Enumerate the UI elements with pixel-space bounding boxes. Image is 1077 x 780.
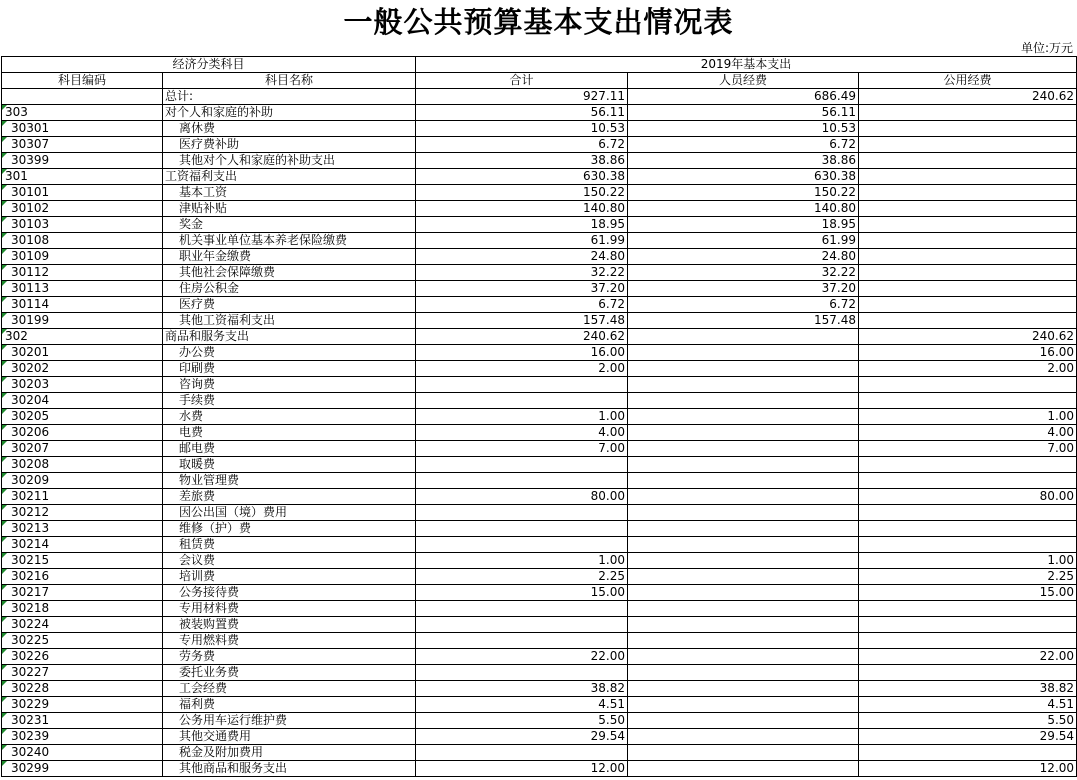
row-public xyxy=(859,169,1077,185)
row-code: 30205 xyxy=(2,409,163,425)
row-personnel xyxy=(628,553,859,569)
table-row xyxy=(2,537,1077,553)
row-total: 18.95 xyxy=(416,217,628,233)
row-personnel xyxy=(628,441,859,457)
row-public xyxy=(859,185,1077,201)
row-personnel xyxy=(628,537,859,553)
row-code: 30214 xyxy=(2,537,163,553)
row-code: 30113 xyxy=(2,281,163,297)
row-code: 30240 xyxy=(2,745,163,761)
table-row xyxy=(2,329,1077,345)
row-code: 30212 xyxy=(2,505,163,521)
row-personnel xyxy=(628,729,859,745)
row-public xyxy=(859,265,1077,281)
row-public xyxy=(859,521,1077,537)
row-public xyxy=(859,297,1077,313)
table-row xyxy=(2,105,1077,121)
table-row xyxy=(2,137,1077,153)
page-title: 一般公共预算基本支出情况表 xyxy=(343,5,734,39)
table-row xyxy=(2,601,1077,617)
row-public: 7.00 xyxy=(859,441,1077,457)
row-name: 手续费 xyxy=(163,393,416,409)
row-public xyxy=(859,201,1077,217)
row-name: 其他对个人和家庭的补助支出 xyxy=(163,153,416,169)
table-row xyxy=(2,505,1077,521)
row-public xyxy=(859,153,1077,169)
row-total: 2.00 xyxy=(416,361,628,377)
row-code: 30109 xyxy=(2,249,163,265)
row-name: 工会经费 xyxy=(163,681,416,697)
row-total xyxy=(416,601,628,617)
row-personnel xyxy=(628,761,859,777)
row-public xyxy=(859,457,1077,473)
row-public: 4.00 xyxy=(859,425,1077,441)
total-sum: 927.11 xyxy=(416,89,628,105)
row-total xyxy=(416,633,628,649)
row-personnel: 6.72 xyxy=(628,297,859,313)
row-public xyxy=(859,505,1077,521)
row-public xyxy=(859,633,1077,649)
row-code: 30224 xyxy=(2,617,163,633)
row-name: 办公费 xyxy=(163,345,416,361)
table-row xyxy=(2,361,1077,377)
table-row xyxy=(2,633,1077,649)
header-public: 公用经费 xyxy=(859,73,1077,89)
table-row xyxy=(2,473,1077,489)
table-row xyxy=(2,233,1077,249)
row-code: 30215 xyxy=(2,553,163,569)
row-code: 30103 xyxy=(2,217,163,233)
row-personnel: 56.11 xyxy=(628,105,859,121)
row-public: 5.50 xyxy=(859,713,1077,729)
row-code: 30206 xyxy=(2,425,163,441)
header-personnel: 人员经费 xyxy=(628,73,859,89)
table-row xyxy=(2,441,1077,457)
header-column-row xyxy=(2,73,1077,89)
row-name: 培训费 xyxy=(163,569,416,585)
row-name: 因公出国（境）费用 xyxy=(163,505,416,521)
row-public: 1.00 xyxy=(859,553,1077,569)
table-row xyxy=(2,377,1077,393)
row-total: 61.99 xyxy=(416,233,628,249)
row-code: 30299 xyxy=(2,761,163,777)
row-personnel xyxy=(628,745,859,761)
row-total: 2.25 xyxy=(416,569,628,585)
row-public: 16.00 xyxy=(859,345,1077,361)
row-total xyxy=(416,617,628,633)
row-code: 30199 xyxy=(2,313,163,329)
row-total: 1.00 xyxy=(416,409,628,425)
row-total xyxy=(416,457,628,473)
row-public xyxy=(859,313,1077,329)
row-personnel: 37.20 xyxy=(628,281,859,297)
table-row xyxy=(2,313,1077,329)
row-total: 80.00 xyxy=(416,489,628,505)
row-total: 4.51 xyxy=(416,697,628,713)
header-econ-category: 经济分类科目 xyxy=(2,57,416,73)
row-code: 301 xyxy=(2,169,163,185)
row-total: 32.22 xyxy=(416,265,628,281)
table-row xyxy=(2,409,1077,425)
row-personnel xyxy=(628,697,859,713)
row-name: 劳务费 xyxy=(163,649,416,665)
row-personnel xyxy=(628,617,859,633)
row-name: 物业管理费 xyxy=(163,473,416,489)
row-total: 140.80 xyxy=(416,201,628,217)
row-personnel: 61.99 xyxy=(628,233,859,249)
budget-table xyxy=(1,56,1077,777)
row-name: 其他商品和服务支出 xyxy=(163,761,416,777)
table-row xyxy=(2,729,1077,745)
row-total: 240.62 xyxy=(416,329,628,345)
row-total xyxy=(416,745,628,761)
row-name: 医疗费补助 xyxy=(163,137,416,153)
row-code: 30203 xyxy=(2,377,163,393)
row-total: 38.82 xyxy=(416,681,628,697)
table-row xyxy=(2,393,1077,409)
table-row xyxy=(2,489,1077,505)
row-code: 30207 xyxy=(2,441,163,457)
row-public xyxy=(859,473,1077,489)
row-code: 30307 xyxy=(2,137,163,153)
header-group-row xyxy=(2,57,1077,73)
row-public: 29.54 xyxy=(859,729,1077,745)
row-code: 302 xyxy=(2,329,163,345)
row-code: 30218 xyxy=(2,601,163,617)
table-row xyxy=(2,697,1077,713)
row-personnel: 24.80 xyxy=(628,249,859,265)
total-code-cell xyxy=(2,89,163,105)
table-row xyxy=(2,617,1077,633)
row-code: 30301 xyxy=(2,121,163,137)
row-name: 其他工资福利支出 xyxy=(163,313,416,329)
header-name: 科目名称 xyxy=(163,73,416,89)
row-code: 30108 xyxy=(2,233,163,249)
row-name: 专用燃料费 xyxy=(163,633,416,649)
row-personnel xyxy=(628,329,859,345)
row-public: 2.00 xyxy=(859,361,1077,377)
row-public: 80.00 xyxy=(859,489,1077,505)
total-row xyxy=(2,89,1077,105)
row-name: 专用材料费 xyxy=(163,601,416,617)
table-row xyxy=(2,761,1077,777)
row-public: 15.00 xyxy=(859,585,1077,601)
row-personnel: 18.95 xyxy=(628,217,859,233)
unit-label: 单位:万元 xyxy=(1020,41,1073,55)
table-row xyxy=(2,457,1077,473)
row-code: 30202 xyxy=(2,361,163,377)
row-public xyxy=(859,745,1077,761)
table-row xyxy=(2,649,1077,665)
row-total: 38.86 xyxy=(416,153,628,169)
row-total: 29.54 xyxy=(416,729,628,745)
row-code: 30112 xyxy=(2,265,163,281)
row-personnel xyxy=(628,393,859,409)
row-name: 委托业务费 xyxy=(163,665,416,681)
total-label: 总计: xyxy=(163,89,416,105)
row-total: 150.22 xyxy=(416,185,628,201)
row-total: 6.72 xyxy=(416,137,628,153)
row-name: 医疗费 xyxy=(163,297,416,313)
table-row xyxy=(2,553,1077,569)
row-total: 22.00 xyxy=(416,649,628,665)
table-row xyxy=(2,153,1077,169)
row-personnel: 630.38 xyxy=(628,169,859,185)
row-total: 24.80 xyxy=(416,249,628,265)
table-row xyxy=(2,681,1077,697)
table-row xyxy=(2,569,1077,585)
row-total xyxy=(416,505,628,521)
row-code: 30101 xyxy=(2,185,163,201)
row-name: 差旅费 xyxy=(163,489,416,505)
row-personnel xyxy=(628,649,859,665)
row-code: 30216 xyxy=(2,569,163,585)
row-code: 30217 xyxy=(2,585,163,601)
row-code: 30102 xyxy=(2,201,163,217)
row-public xyxy=(859,233,1077,249)
row-personnel xyxy=(628,489,859,505)
row-public xyxy=(859,601,1077,617)
row-total: 630.38 xyxy=(416,169,628,185)
row-name: 公务用车运行维护费 xyxy=(163,713,416,729)
row-total xyxy=(416,537,628,553)
row-personnel: 10.53 xyxy=(628,121,859,137)
row-personnel xyxy=(628,409,859,425)
table-row xyxy=(2,249,1077,265)
row-personnel xyxy=(628,633,859,649)
row-name: 机关事业单位基本养老保险缴费 xyxy=(163,233,416,249)
table-row xyxy=(2,121,1077,137)
row-personnel xyxy=(628,569,859,585)
row-code: 30114 xyxy=(2,297,163,313)
header-code: 科目编码 xyxy=(2,73,163,89)
row-name: 福利费 xyxy=(163,697,416,713)
row-total: 4.00 xyxy=(416,425,628,441)
row-code: 30209 xyxy=(2,473,163,489)
row-total xyxy=(416,473,628,489)
row-code: 30231 xyxy=(2,713,163,729)
row-total: 16.00 xyxy=(416,345,628,361)
row-total: 56.11 xyxy=(416,105,628,121)
row-total: 157.48 xyxy=(416,313,628,329)
row-name: 邮电费 xyxy=(163,441,416,457)
row-name: 维修（护）费 xyxy=(163,521,416,537)
row-personnel xyxy=(628,377,859,393)
table-row xyxy=(2,217,1077,233)
row-total: 15.00 xyxy=(416,585,628,601)
table-row xyxy=(2,281,1077,297)
table-row xyxy=(2,201,1077,217)
row-personnel: 32.22 xyxy=(628,265,859,281)
row-total: 7.00 xyxy=(416,441,628,457)
row-name: 职业年金缴费 xyxy=(163,249,416,265)
row-public xyxy=(859,377,1077,393)
row-public xyxy=(859,537,1077,553)
row-name: 商品和服务支出 xyxy=(163,329,416,345)
row-public: 4.51 xyxy=(859,697,1077,713)
row-public xyxy=(859,137,1077,153)
table-row xyxy=(2,585,1077,601)
row-name: 其他社会保障缴费 xyxy=(163,265,416,281)
row-code: 30228 xyxy=(2,681,163,697)
row-total: 10.53 xyxy=(416,121,628,137)
row-total xyxy=(416,377,628,393)
row-name: 奖金 xyxy=(163,217,416,233)
row-name: 咨询费 xyxy=(163,377,416,393)
row-name: 税金及附加费用 xyxy=(163,745,416,761)
row-public: 12.00 xyxy=(859,761,1077,777)
row-personnel xyxy=(628,585,859,601)
row-code: 30201 xyxy=(2,345,163,361)
row-personnel xyxy=(628,457,859,473)
row-code: 30229 xyxy=(2,697,163,713)
row-personnel xyxy=(628,505,859,521)
row-personnel xyxy=(628,713,859,729)
table-row xyxy=(2,185,1077,201)
row-public xyxy=(859,665,1077,681)
row-personnel xyxy=(628,681,859,697)
row-code: 30225 xyxy=(2,633,163,649)
row-name: 津贴补贴 xyxy=(163,201,416,217)
row-code: 303 xyxy=(2,105,163,121)
row-name: 对个人和家庭的补助 xyxy=(163,105,416,121)
row-code: 30211 xyxy=(2,489,163,505)
table-row xyxy=(2,521,1077,537)
table-row xyxy=(2,265,1077,281)
row-total: 12.00 xyxy=(416,761,628,777)
row-name: 水费 xyxy=(163,409,416,425)
row-code: 30239 xyxy=(2,729,163,745)
row-name: 取暖费 xyxy=(163,457,416,473)
row-total: 1.00 xyxy=(416,553,628,569)
row-code: 30399 xyxy=(2,153,163,169)
header-year-expenditure: 2019年基本支出 xyxy=(416,57,1077,73)
row-name: 住房公积金 xyxy=(163,281,416,297)
row-public xyxy=(859,393,1077,409)
row-public xyxy=(859,217,1077,233)
row-personnel xyxy=(628,425,859,441)
row-name: 被装购置费 xyxy=(163,617,416,633)
row-code: 30213 xyxy=(2,521,163,537)
row-public: 22.00 xyxy=(859,649,1077,665)
row-name: 工资福利支出 xyxy=(163,169,416,185)
row-public xyxy=(859,617,1077,633)
row-personnel xyxy=(628,345,859,361)
row-name: 公务接待费 xyxy=(163,585,416,601)
row-public: 240.62 xyxy=(859,329,1077,345)
row-public: 2.25 xyxy=(859,569,1077,585)
row-personnel: 140.80 xyxy=(628,201,859,217)
row-personnel xyxy=(628,665,859,681)
table-row xyxy=(2,169,1077,185)
row-name: 其他交通费用 xyxy=(163,729,416,745)
row-name: 电费 xyxy=(163,425,416,441)
row-code: 30226 xyxy=(2,649,163,665)
row-name: 离休费 xyxy=(163,121,416,137)
row-name: 租赁费 xyxy=(163,537,416,553)
row-name: 会议费 xyxy=(163,553,416,569)
table-row xyxy=(2,665,1077,681)
row-public xyxy=(859,281,1077,297)
table-row xyxy=(2,425,1077,441)
row-total: 6.72 xyxy=(416,297,628,313)
total-public: 240.62 xyxy=(859,89,1077,105)
row-personnel xyxy=(628,361,859,377)
row-total: 37.20 xyxy=(416,281,628,297)
row-public xyxy=(859,105,1077,121)
row-code: 30208 xyxy=(2,457,163,473)
total-personnel: 686.49 xyxy=(628,89,859,105)
row-total xyxy=(416,393,628,409)
table-row xyxy=(2,297,1077,313)
row-name: 基本工资 xyxy=(163,185,416,201)
header-total: 合计 xyxy=(416,73,628,89)
row-name: 印刷费 xyxy=(163,361,416,377)
row-public xyxy=(859,121,1077,137)
row-code: 30204 xyxy=(2,393,163,409)
row-total xyxy=(416,665,628,681)
row-public: 1.00 xyxy=(859,409,1077,425)
table-row xyxy=(2,745,1077,761)
row-personnel xyxy=(628,601,859,617)
table-row xyxy=(2,713,1077,729)
table-row xyxy=(2,345,1077,361)
row-personnel: 6.72 xyxy=(628,137,859,153)
row-personnel: 38.86 xyxy=(628,153,859,169)
row-code: 30227 xyxy=(2,665,163,681)
row-total xyxy=(416,521,628,537)
row-personnel xyxy=(628,473,859,489)
row-public: 38.82 xyxy=(859,681,1077,697)
row-total: 5.50 xyxy=(416,713,628,729)
row-personnel: 150.22 xyxy=(628,185,859,201)
row-public xyxy=(859,249,1077,265)
row-personnel: 157.48 xyxy=(628,313,859,329)
row-personnel xyxy=(628,521,859,537)
